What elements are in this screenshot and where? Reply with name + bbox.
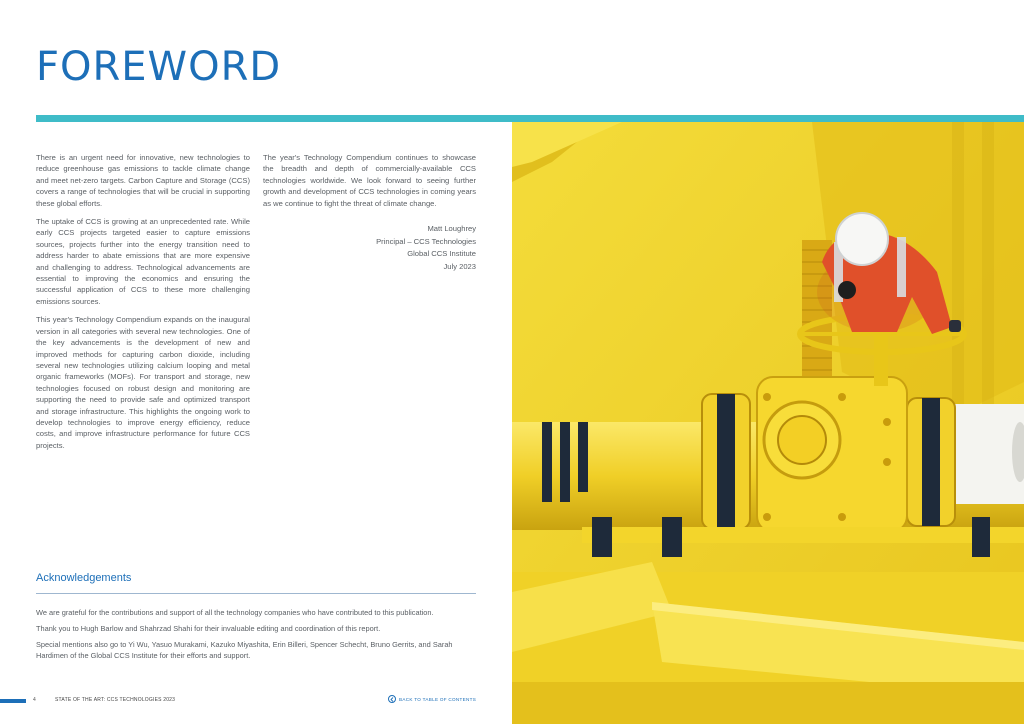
page-title: FOREWORD [36,44,282,90]
paragraph: The uptake of CCS is growing at an unprecedented rate. While early CCS projects targeted easier to capture emissions sources, projects further into the energy transition need to address harder to abate emissions that are more expensive and challenging to address. Technological advancements are essential to improving the economics and ensuring the successful application of CCS to these more challenging emissions sources. [36,217,250,306]
signature-name: Matt Loughrey [427,224,476,234]
title-divider-bar [36,115,1024,122]
signature-org: Global CCS Institute [407,249,476,259]
chevron-left-icon [388,695,396,703]
acknowledgements-divider [36,593,476,594]
acknowledgements-heading: Acknowledgements [36,572,132,584]
paragraph: This year's Technology Compendium expands on the inaugural version in all categories with several new technologies. One of the key advancements is the development of new and improved methods for capturing carbon dioxide, including several new technologies utilizing calcium looping and metal organic frameworks (MOFs). For transport and storage, new technologies focused on robust design and monitoring are supporting the need to provide safe and optimized transport and storage infrastructure. This highlights the ongoing work to develop technologies to improve energy efficiency, reduce costs, and improve infrastructure performance for future CCS projects. [36,315,250,450]
page-number: 4 [33,697,36,703]
footer-doc-title: STATE OF THE ART: CCS TECHNOLOGIES 2023 [55,697,176,703]
paragraph: We are grateful for the contributions and support of all the technology companies who have contributed to this publication. [36,608,434,617]
footer-accent-bar [0,699,26,703]
signature-role: Principal – CCS Technologies [376,236,476,246]
paragraph: There is an urgent need for innovative, new technologies to reduce greenhouse gas emissions to tackle climate change and meet net-zero targets. Carbon Capture and Storage (CCS) covers a range of technologies that will be crucial in supporting these global efforts. [36,153,250,208]
signature-block [263,223,476,273]
industrial-valve-photo [512,122,1024,724]
acknowledgements-body [36,607,476,666]
paragraph: The year's Technology Compendium continues to showcase the breadth and depth of commercially-available CCS technologies worldwide. We look forward to seeing further growth and development of CCS technologies in coming years as we continue to fight the threat of climate change. [263,153,476,208]
left-text-column [36,152,250,458]
back-to-contents-link[interactable] [388,695,476,703]
signature-date: July 2023 [443,261,476,271]
back-link-label: BACK TO TABLE OF CONTENTS [399,696,477,702]
paragraph: Special mentions also go to Yi Wu, Yasuo Murakami, Kazuko Miyashita, Erin Billeri, Spencer Schecht, Bruno Gerrits, and Sarah Hardimen of the Global CCS Institute for their efforts and support. [36,640,453,660]
paragraph: Thank you to Hugh Barlow and Shahrzad Shahi for their invaluable editing and coordination of this report. [36,624,381,633]
right-text-column [263,152,476,273]
